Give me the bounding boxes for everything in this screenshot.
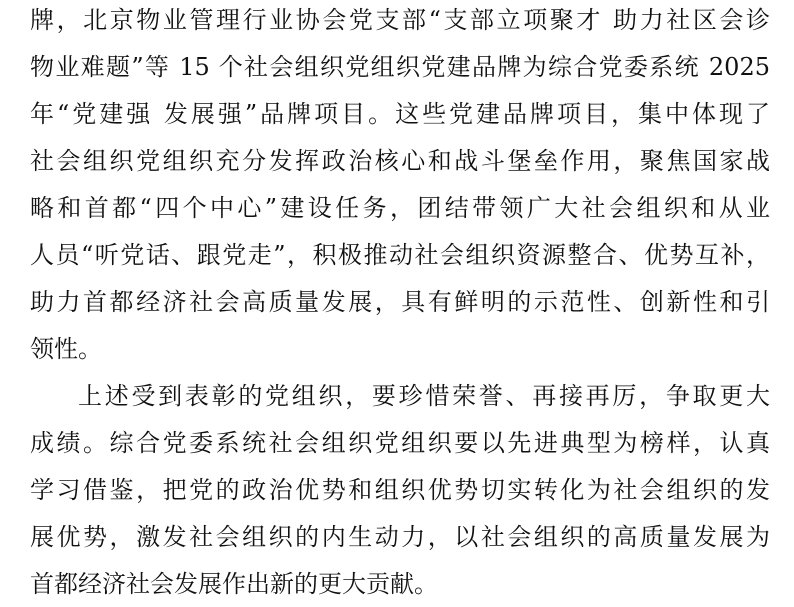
paragraph-1-line-1: 牌，北京物业管理行业协会党支部“支部立项聚才 助力社区会诊 (30, 6, 770, 34)
paragraph-1-line-3: 年“党建强 发展强”品牌项目。这些党建品牌项目，集中体现了 (30, 100, 770, 128)
paragraph-1-line-6: 人员“听党话、跟党走”，积极推动社会组织资源整合、优势互补， (30, 241, 770, 269)
paragraph-1-line-4: 社会组织党组织充分发挥政治核心和战斗堡垒作用，聚焦国家战 (30, 147, 770, 175)
paragraph-1-line-8: 领性。 (30, 335, 102, 363)
paragraph-2-line-1: 上述受到表彰的党组织，要珍惜荣誉、再接再厉，争取更大 (78, 382, 770, 410)
paragraph-2-line-3: 学习借鉴，把党的政治优势和组织优势切实转化为社会组织的发 (30, 476, 770, 504)
paragraph-1-line-5: 略和首都“四个中心”建设任务，团结带领广大社会组织和从业 (30, 194, 770, 222)
paragraph-2-line-4: 展优势，激发社会组织的内生动力，以社会组织的高质量发展为 (30, 523, 770, 551)
paragraph-2-line-2: 成绩。综合党委系统社会组织党组织要以先进典型为榜样，认真 (30, 429, 770, 457)
paragraph-2-line-5: 首都经济社会发展作出新的更大贡献。 (30, 570, 438, 598)
paragraph-1-line-2: 物业难题”等 15 个社会组织党组织党建品牌为综合党委系统 2025 (30, 53, 770, 81)
paragraph-1-line-7: 助力首都经济社会高质量发展，具有鲜明的示范性、创新性和引 (30, 288, 770, 316)
